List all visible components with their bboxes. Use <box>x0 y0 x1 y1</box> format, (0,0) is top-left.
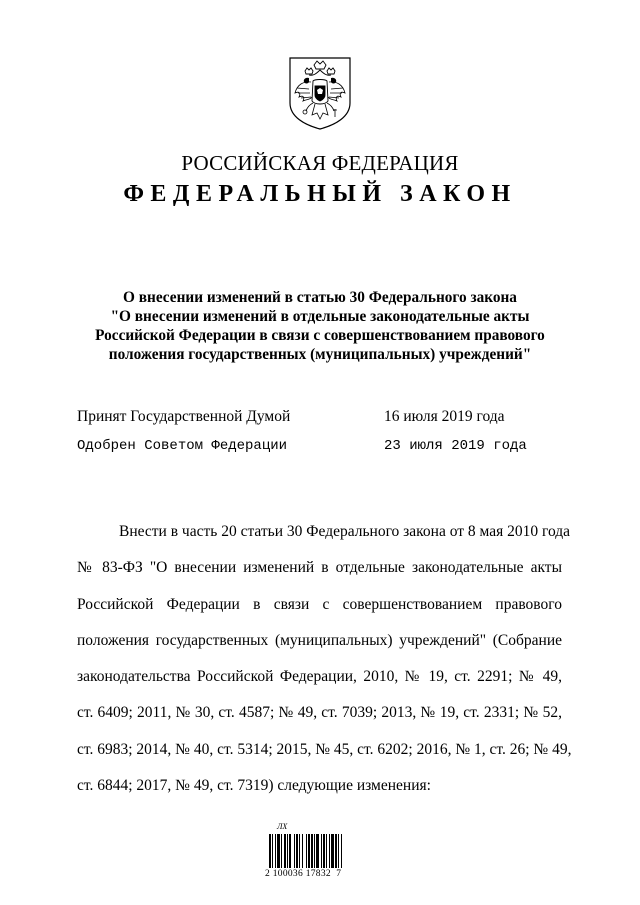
body-line: Внести в часть 20 статьи 30 Федерального закона от 8 мая 2010 года <box>119 523 571 540</box>
barcode-bar <box>289 834 291 868</box>
barcode-bar <box>299 834 300 868</box>
barcode-bar <box>335 834 337 868</box>
barcode-bar <box>321 834 322 868</box>
body-line: ст. 6409; 2011, № 30, ст. 4587; № 49, ст. 7039; 2013, № 19, ст. 2331; № 52, <box>77 704 562 722</box>
law-title-line: О внесении изменений в статью 30 Федерального закона <box>123 289 517 306</box>
body-line: Российской Федерации в связи с совершенствованием правового <box>77 595 562 613</box>
barcode-icon <box>268 834 370 868</box>
body-line: ст. 6983; 2014, № 40, ст. 5314; 2015, № 45, ст. 6202; 2016, № 1, ст. 26; № 49, <box>77 740 572 758</box>
barcode-bar <box>284 834 286 868</box>
barcode-bar <box>269 834 271 868</box>
barcode-bar <box>281 834 282 868</box>
law-type-heading: ФЕДЕРАЛЬНЫЙ ЗАКОН <box>123 181 517 207</box>
barcode-mark: ЛХ <box>277 822 288 831</box>
barcode-bar <box>308 834 310 868</box>
barcode-bar <box>338 834 339 868</box>
law-title-line: положения государственных (муниципальных) учреждений" <box>108 346 532 363</box>
barcode-bar <box>326 834 327 868</box>
barcode-bar <box>316 834 319 868</box>
barcode-bar <box>331 834 334 868</box>
barcode-bar <box>323 834 325 868</box>
document-barcode <box>265 822 375 886</box>
adoption-date: 16 июля 2019 года <box>384 408 505 425</box>
barcode-bar <box>275 834 276 868</box>
coat-of-arms-icon <box>287 55 353 131</box>
barcode-bar <box>302 834 303 868</box>
barcode-bar <box>329 834 330 868</box>
country-heading: РОССИЙСКАЯ ФЕДЕРАЦИЯ <box>181 151 459 175</box>
law-title-line: "О внесении изменений в отдельные законодательные акты <box>110 308 530 325</box>
body-line: ст. 6844; 2017, № 49, ст. 7319) следующие изменения: <box>77 777 431 795</box>
barcode-bar <box>287 834 288 868</box>
law-body-paragraph <box>77 514 572 804</box>
barcode-bar <box>311 834 313 868</box>
adoption-date: 23 июля 2019 года <box>384 438 527 454</box>
barcode-bar <box>277 834 280 868</box>
barcode-bar <box>341 834 342 868</box>
barcode-number: 2 100036 17832 7 <box>265 869 342 879</box>
body-line: № 83-ФЗ "О внесении изменений в отдельные законодательные акты <box>77 559 562 577</box>
barcode-bar <box>314 834 315 868</box>
body-line: законодательства Российской Федерации, 2010, № 19, ст. 2291; № 49, <box>77 668 562 686</box>
barcode-bar <box>306 834 307 868</box>
law-title <box>60 288 580 364</box>
barcode-bar <box>294 834 295 868</box>
adoption-label: Одобрен Советом Федерации <box>77 438 288 454</box>
barcode-bar <box>272 834 273 868</box>
law-title-line: Российской Федерации в связи с совершенствованием правового <box>95 327 545 344</box>
barcode-bar <box>296 834 298 868</box>
adoption-label: Принят Государственной Думой <box>77 408 291 425</box>
body-line: положения государственных (муниципальных) учреждений" (Собрание <box>77 631 562 649</box>
